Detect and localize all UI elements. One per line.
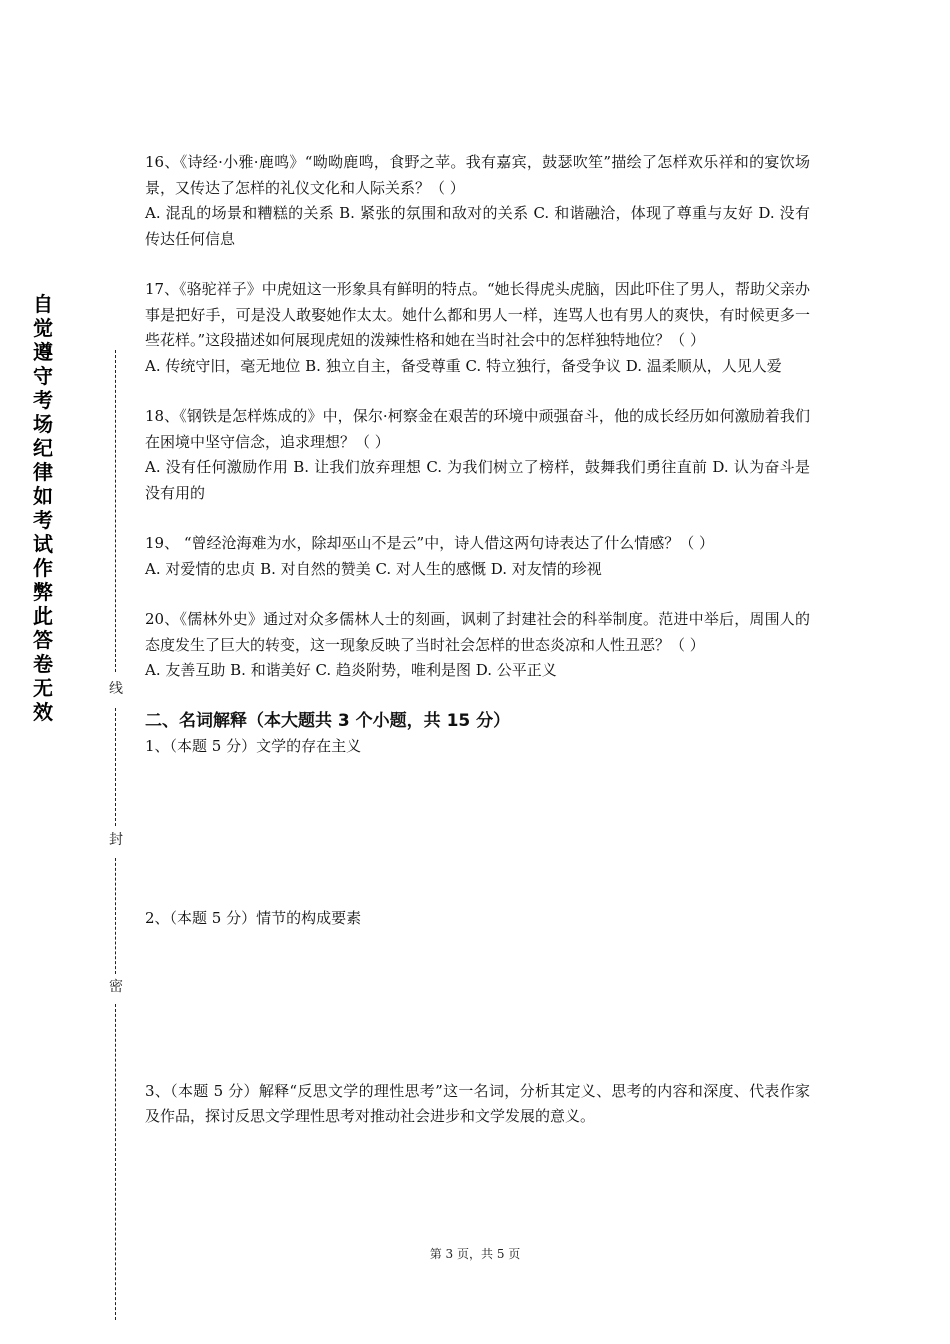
term-item-2 bbox=[145, 906, 810, 932]
question-20 bbox=[145, 607, 810, 684]
term-item-1 bbox=[145, 734, 810, 760]
question-18 bbox=[145, 404, 810, 506]
answer-space-2 bbox=[145, 932, 810, 1079]
question-options: A. 友善互助 B. 和谐美好 C. 趋炎附势，唯利是图 D. 公平正义 bbox=[145, 661, 557, 679]
binding-dash-4 bbox=[115, 1004, 116, 1320]
question-16 bbox=[145, 150, 810, 252]
question-17 bbox=[145, 277, 810, 379]
section-2-title: 二、名词解释（本大题共 3 个小题，共 15 分） bbox=[145, 710, 511, 731]
question-options: A. 混乱的场景和糟糕的关系 B. 紧张的氛围和敌对的关系 C. 和谐融洽，体现了尊重与友好 D. 没有传达任何信息 bbox=[145, 204, 810, 248]
binding-dash-3 bbox=[115, 858, 116, 974]
term-item-text: 2、（本题 5 分）情节的构成要素 bbox=[145, 909, 362, 927]
binding-char-mi: 密 bbox=[109, 979, 123, 995]
question-options: A. 传统守旧，毫无地位 B. 独立自主，备受尊重 C. 特立独行，备受争议 D. 温柔顺从，人见人爱 bbox=[145, 356, 782, 375]
page-content bbox=[145, 140, 810, 1130]
binding-dash-2 bbox=[115, 708, 116, 826]
question-stem: 19、 “曾经沧海难为水，除却巫山不是云”中，诗人借这两句诗表达了什么情感？（ ） bbox=[145, 534, 714, 552]
binding-char-xian: 线 bbox=[109, 681, 123, 697]
question-stem: 20、《儒林外史》通过对众多儒林人士的刻画，讽刺了封建社会的科举制度。范进中举后，周围人的态度发生了巨大的转变，这一现象反映了当时社会怎样的世态炎凉和人性丑恶？（ ） bbox=[145, 610, 810, 654]
exam-discipline-notice: 自觉遵守考场纪律如考试作弊此答卷无效 bbox=[33, 292, 53, 724]
question-options: A. 没有任何激励作用 B. 让我们放弃理想 C. 为我们树立了榜样，鼓舞我们勇往直前 D. 认为奋斗是没有用的 bbox=[145, 458, 810, 502]
question-stem: 17、《骆驼祥子》中虎妞这一形象具有鲜明的特点。“她长得虎头虎脑，因此吓住了男人，帮助父亲办事是把好手，可是没人敢娶她作太太。她什么都和男人一样，连骂人也有男人的爽快，有时候更多一些花样。”这段描述如何展现虎妞的泼辣性格和她在当时社会中的怎样独特地位？（ ） bbox=[145, 280, 810, 349]
term-item-text: 3、（本题 5 分）解释“反思文学的理性思考”这一名词，分析其定义、思考的内容和深度、代表作家及作品，探讨反思文学理性思考对推动社会进步和文学发展的意义。 bbox=[145, 1081, 810, 1125]
binding-char-feng: 封 bbox=[109, 832, 123, 848]
binding-dash-1 bbox=[115, 350, 116, 672]
question-stem: 18、《钢铁是怎样炼成的》中，保尔·柯察金在艰苦的环境中顽强奋斗，他的成长经历如何激励着我们在困境中坚守信念，追求理想？（ ） bbox=[145, 407, 810, 451]
question-19 bbox=[145, 531, 810, 582]
question-stem: 16、《诗经·小雅·鹿鸣》“呦呦鹿鸣，食野之苹。我有嘉宾，鼓瑟吹笙”描绘了怎样欢乐祥和的宴饮场景，又传达了怎样的礼仪文化和人际关系？（ ） bbox=[145, 153, 810, 197]
term-item-3 bbox=[145, 1079, 810, 1130]
binding-line bbox=[105, 350, 127, 1320]
term-item-text: 1、（本题 5 分）文学的存在主义 bbox=[145, 736, 362, 755]
question-options: A. 对爱情的忠贞 B. 对自然的赞美 C. 对人生的感慨 D. 对友情的珍视 bbox=[145, 559, 602, 578]
page-number: 第 3 页，共 5 页 bbox=[429, 1247, 521, 1261]
answer-space-1 bbox=[145, 759, 810, 906]
